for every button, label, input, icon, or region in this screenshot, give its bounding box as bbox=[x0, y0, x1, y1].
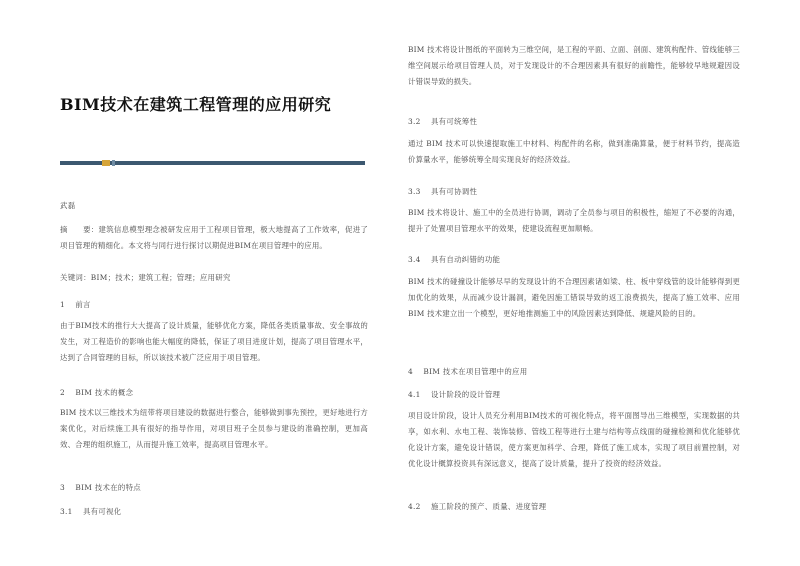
section-3-2-heading: 3.2 具有可统筹性 bbox=[408, 117, 478, 126]
title-divider bbox=[60, 161, 365, 165]
author-name: 武磊 bbox=[60, 201, 76, 210]
section-3-3-body: BIM 技术将设计、施工中的全员进行协调，调动了全员参与项目的积极性，缩短了不必要的沟通，提升了处置项目管理水平的效果，使建设流程更加顺畅。 bbox=[408, 208, 740, 233]
section-1-body: 由于BIM技术的推行大大提高了设计质量，能够优化方案，降低各类质量事故、安全事故的发生，对工程造价的影响也能大幅度的降低，保证了项目进度计划，提高了项目管理水平，达到了合同管理的目标，所以该技术被广泛应用于项目管理。 bbox=[60, 321, 368, 362]
section-4-1-heading: 4.1 设计阶段的设计管理 bbox=[408, 390, 501, 399]
section-4-heading: 4 BIM 技术在项目管理中的应用 bbox=[408, 367, 528, 376]
divider-accent bbox=[102, 160, 110, 166]
section-2-body: BIM 技术以三维技术为纽带将项目建设的数据进行整合，能够做到事先预控，更好地进行方案优化，对后续施工具有很好的指导作用，对项目班子全员参与建设的准确控制，更加高效、合理的组织施工，从而提升施工效率，提高项目管理水平。 bbox=[60, 408, 368, 449]
section-2-heading: 2 BIM 技术的概念 bbox=[60, 388, 134, 397]
section-3-1-body: BIM 技术将设计图纸的平面转为三维空间，是工程的平面、立面、剖面、建筑构配件、管线能够三维空间展示给项目管理人员，对于发现设计的不合理因素具有很好的前瞻性，能够较早地规避因设计错误导致的损失。 bbox=[408, 45, 740, 86]
paper-title: BIM技术在建筑工程管理的应用研究 bbox=[60, 95, 332, 114]
keywords: 关键词：BIM；技术；建筑工程；管理；应用研究 bbox=[60, 273, 231, 282]
section-3-1-heading: 3.1 具有可视化 bbox=[60, 507, 122, 516]
section-3-4-heading: 3.4 具有自动纠错的功能 bbox=[408, 255, 501, 264]
section-4-1-body: 项目设计阶段，设计人员充分利用BIM技术的可视化特点，将平面图导出三维模型，实现数据的共享，如水利、水电工程、装饰装修、管线工程等进行土建与结构等点线面的碰撞检测和优化能够优化设计方案，避免设计错误，使方案更加科学、合理，降低了施工成本，实现了项目前置控制，对优化设计概算投资具有深远意义，提高了设计质量，提升了投资的经济效益。 bbox=[408, 411, 740, 468]
abstract: 摘 要：建筑信息模型理念被研发应用于工程项目管理，极大地提高了工作效率，促进了项目管理的精细化。本文将与同行进行探讨以期促进BIM在项目管理中的应用。 bbox=[60, 225, 368, 250]
section-3-2-body: 通过 BIM 技术可以快速提取施工中材料、构配件的名称，做到准确算量，便于材料节约，提高造价算量水平，能够统筹全局实现良好的经济效益。 bbox=[408, 139, 740, 164]
section-3-heading: 3 BIM 技术在的特点 bbox=[60, 483, 141, 492]
section-1-heading: 1 前言 bbox=[60, 300, 91, 309]
section-4-2-heading: 4.2 施工阶段的预产、质量、进度管理 bbox=[408, 502, 547, 511]
section-3-4-body: BIM 技术的碰撞设计能够尽早的发现设计的不合理因素诸如梁、柱、板中穿线管的设计能够得到更加优化的效果，从而减少设计漏洞，避免因施工错误导致的返工浪费损失，提高了施工效率、应用 BIM 技术建立出一个模型，更好地推测施工中的风险因素达到降低、规避风险的目的。 bbox=[408, 277, 740, 318]
divider-accent-secondary bbox=[112, 160, 115, 166]
section-3-3-heading: 3.3 具有可协调性 bbox=[408, 187, 478, 196]
